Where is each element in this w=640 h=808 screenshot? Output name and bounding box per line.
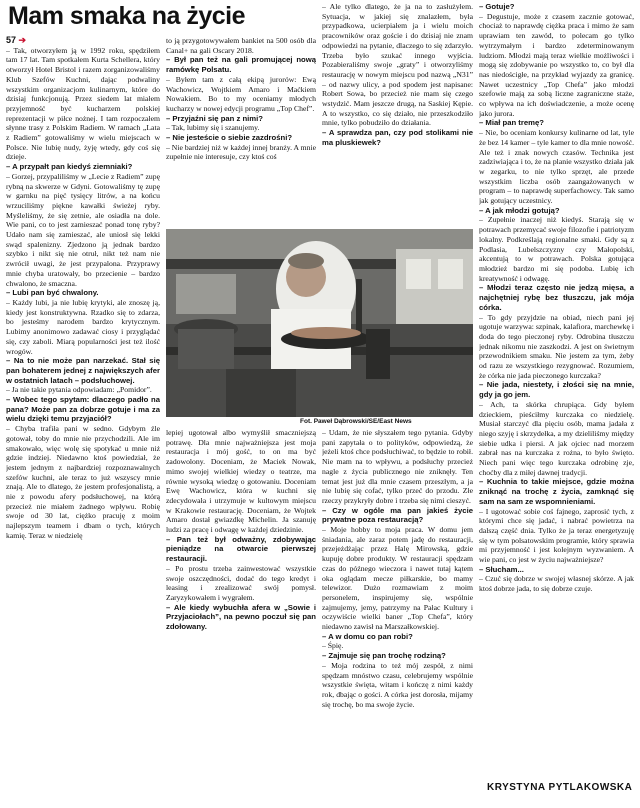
paragraph: – Nie bardziej niż w każdej innej branży. A mnie zupełnie nie interesuje, czy ktoś coś [166,142,316,162]
photo-credit: Fot. Paweł Dąbrowski/SE/East News [300,418,412,425]
column-2 [166,36,316,226]
paragraph: – Tak, lubimy się i szanujemy. [166,123,260,133]
question: – A jak młodzi gotują? [479,205,560,215]
question: – Pan też był odważny, zdobywając pieniądze na otwarcie pierwszej restauracji. [166,534,316,564]
paragraph: – Zupełnie inaczej niż kiedyś. Starają się w potrawach przemycać swoje filozofie i patriotyzm lokalny. Podkreślają regionalne smaki. Gdy są z Podlasia, Lubelszczyzny czy Małopolski, akcentują to w potrawach. Polska gotująca młodzież bardzo mi się podoba. Lubię ich kreatywność i odwagę. [479,215,634,283]
paragraph: – Moja rodzina to też mój zespół, z nimi spędzam mnóstwo czasu, celebrujemy wspólnie wszystkie święta, witam i kończę z nimi każdy rok, dbając o gości. A córka jest dorosła, mijamy się trochę, bo ma swoje życie. [322,660,473,709]
question: – Miał pan tremę? [479,118,544,128]
paragraph: – Ale tylko dlatego, że ja na to zasłużyłem. Sytuacja, w jakiej się znalazłem, była przypadkowa, ucierpiałem ja i wielu moich pracowników oraz goście i do dzisiaj nie znam odpowiedzi na pytanie, dlaczego to się zdarzyło. Trzeba było szukać innego wyjścia. Pozabieraliśmy swoje „graty” i otworzyliśmy restaurację w nowym miejscu pod nazwą „N31” – od nazwy ulicy, a pod spodem jest napisane: Robert Sowa, bo przecież nie mam się czego wstydzić. Mam jeszcze drugą, na Saskiej Kępie. A to wszystko, co się działo, nie przeszkodziło mnie, tylko pobudziło do działania. [322,2,473,128]
paragraph: to ją przygotowywałem bankiet na 500 osób dla Canal+ na gali Oscary 2018. [166,36,316,55]
paragraph: – Każdy lubi, ja nie lubię krytyki, ale znoszę ją, kiedy jest konstruktywna. Rzadko się to zdarza, bo jesteśmy narodem bardzo krytycznym. Lubimy anonimowo zadawać ciosy i przyglądać się, czy zaboli. Miarą popularności jest też ilość wrogów. [6,297,160,356]
question: – Wobec tego spytam: dlaczego padło na pana? Może pan za dobrze gotuje i ma za wielu dzięki temu przyjaciół? [6,395,160,424]
page-marker [6,36,26,45]
paragraph: lepiej ugotował albo wymyślił smaczniejszą potrawę. Dla mnie najważniejsza jest moja restauracja i mój gość, to on ma być zadowolony. Doceniam, że Maciek Nowak, mimo swojej wielkiej wiedzy o teatrze, ma równie wysoką wiedzę o gotowaniu. Doceniam Ewę Wachowicz, która w kuchni się zdecydowała i utrzymuje w kultowym miejscu w Krakowie restaurację. Doceniam, że Wojtek Amaro dostał gwiazdkę Michelin. Ja szanuję ludzi za pracę i odwagę w każdej dziedzinie. [166,428,316,535]
paragraphs [322,428,473,709]
question: – Słucham... [479,564,524,574]
kitchen-photo-illustration [166,229,473,417]
column-3 [322,2,473,224]
arrow-right-icon: ➔ [18,36,27,45]
question: – Nie jada, niestety, i złości się na mnie, gdy ja go jem. [479,380,634,400]
question: – Gotuje? [479,2,515,11]
author-byline: KRYSTYNA PYTLAKOWSKA [487,782,633,793]
question: – Ale kiedy wybuchła afera w „Sowie i Przyjaciołach”, na pewno poczuł się pan zdołowany. [166,602,316,632]
question: – Był pan też na gali promującej nową ramówkę Polsatu. [166,55,316,75]
question: – A w domu co pan robi? [322,631,413,641]
paragraphs [6,46,160,541]
paragraphs [166,36,316,162]
question: – Czy w ogóle ma pan jakieś życie prywatne poza restauracją? [322,505,473,525]
paragraph: – To gdy przyjdzie na obiad, niech pani jej ugotuje warzywa: szpinak, kalafiora, marchewkę i doda do tego pieczonej ryby. Odrobina tłuszczu jednak nikomu nie zaszkodzi. A jest on świetnym przewodnikiem smaku. Nie jestem za tym, żeby od razu ze wszystkiego rezygnować. Rozumiem, że córka nie jada pieczonego kurczaka? [479,312,634,380]
paragraphs [479,2,634,594]
paragraph: – Po prostu trzeba zainwestować wszystkie swoje oszczędności, dodać do tego kredyt i leasing i zrealizować swój pomysł. Zaryzykowałem i wygrałem. [166,563,316,602]
article-title: Mam smaka na życie [8,2,245,30]
question: – Zajmuje się pan trochę rodziną? [322,651,446,661]
column-1 [6,36,160,802]
question: – A sprawdza pan, czy pod stolikami nie ma pluskiewek? [322,128,473,147]
paragraph: – Tak, otworzyłem ją w 1992 roku, spędziłem tam 17 lat. Tam spotkałem Kurta Schellera, który otworzył Hotel Bristol i razem zorganizowaliśmy Klub Szefów Kuchni, dając podwaliny wszystkim organizacjom kulinarnym, które do dzisiaj funkcjonują. Przez siedem lat miałem przyjemność być kucharzem polskiej reprezentacji w piłce nożnej. I tam rozpoczałem słynne trasy z Polskim Radiem. W ramach „Lata z Radiem” gotowaliśmy w wielu miejscach w Polsce. Nie lubię nudy, żyję wtedy, gdy coś się dzieje. [6,45,160,162]
paragraph: – Gorzej, przypaliliśmy w „Lecie z Radiem” zupę rybną na skwerze w Gdyni. Gotowaliśmy tę zupę w garnku na pięć tysięcy litrów, a na końcu wrzuciliśmy piękne kawałki świeżej ryby. Myśleliśmy, że się zetnie, ale osiadła na dole. Wie pani, co to jest zamieszać ponad tonę ryby? Udało nam się zamieszać, ale uniosł się lekki swąd spalenizny. Zjedzono ją jednak bardzo szybko i nikt się nie otruł, nikt też nam nie zwrócił uwagi, że jest przypalona. Przyprawy mnie chyba uratowały, bo przecienie – bardzo chwalono, że smaczna. [6,171,160,288]
chef-photo [166,229,473,417]
question: – Na to nie może pan narzekać. Stał się pan bohaterem jednej z największych afer w ostatnich latach – podsłuchowej. [6,356,160,385]
paragraph: – Moje hobby to moja praca. W domu jem śniadania, ale zaraz potem jadę do restauracji, przejeżdżając przez Halę Mirowską, gdzie kupuję dobre produkty. W restauracji spędzam czas do późnego wieczora i nawet tutaj kątem oka oglądam mecze piłkarskie, bo mamy telewizor. Dużo rozmawiam z moim personelem, inspirujemy się, wspólnie zajmujemy, jemy, patrzymy na Pałac Kultury i oczywiście wielki baner „Top Chefa”, który niedawno zawisł na Marszałkowskiej. [322,525,473,632]
paragraph: – Nie, bo oceniam konkursy kulinarne od lat, tyle że bez 14 kamer – tyle kamer to dla mnie nowość. Ale też i znak nowych czasów. Technika jest zadziwiająca i to, że na planie wszystko działa jak w zegarku, to nie tylko sprzęt, ale przede wszystkim liczba osób zaangażowanych w program – to naprawdę superfachowcy. Tak samo jak gotujący uczestnicy. [479,128,634,206]
column-4 [479,2,634,780]
paragraph: – Ach, ta skórka chrupiąca. Gdy byłem dzieckiem, pieściłmy kurczaka co niedzielę. Musiał starczyć dla pięciu osób, mama jadała z niego szyję i skrzydełka, a my dzieliliśmy między siebie udka i piersi. A jak ojciec nad morzem zabrał nas na kurczaka z rożna, to było święto. Niech pani więc tego kurczaka odrobinę zje, choćby dla z miłej dawnej tradycji. [479,399,634,477]
paragraphs [322,2,473,148]
column-6 [322,428,473,804]
paragraph: – Udam, że nie słyszałem tego pytania. Gdyby pani zapytała o to polityków, odpowiedzą, że jeżeli ktoś chce podsłuchiwać, to będzie to robił. Nie mam na to wpływu, a podsłuchy przecież nagle z życia publicznego nie zniknęły. Ten temat jest już dla mnie czasem przeszłym, a ja nie lubię się cofać, tylko przeć do przodu. Złe rzeczy przykryły dobre i trzeba się nimi cieszyć. [322,428,473,505]
question: – A przypałt pan kiedyś ziemniaki? [6,162,133,172]
paragraph: – Byłem tam z całą ekipą jurorów: Ewą Wachowicz, Wojtkiem Amaro i Maćkiem Nowakiem. Bo to my oceniamy młodych kucharzy w nowej edycji programu „Top Chef”. [166,74,316,113]
column-5 [166,428,316,804]
question: – Lubi pan być chwalony. [6,288,99,298]
question: – Przyjaźni się pan z nimi? [166,113,263,123]
paragraph: – Degustuje, może z czasem zacznie gotować, chociaż to naprawdę ciężka praca i mimo że sam uprawiam ten zawód, to polecam go tylko wytrzymałym i bardzo zdeterminowanym ludziom. Młodzi mają teraz wielkie możliwości i mogą się zdobywanie po wszystko to, co był dla nas niedościgłe, na przykład wyjazdy za granicę. Nawet uczestnicy „Top Chefa” jako młodzi szefowie mają za sobą liczne zagraniczne staże, co wpływa na ich doświadczenie, a może ocenę jako jurora. [479,11,634,118]
paragraph: – I ugotować sobie coś fajnego, zaprosić tych, z którymi chce się jadać, i nabrać powietrza na dalszą część dnia. Tylko że ja teraz energetyzuję się w tym polsatowskim programie, który sprawia mi przyjemność i jest kolejnym wyzwaniem. A wie pani, co jest w życiu najważniejsze? [479,506,634,565]
paragraph: – Ja nie takie pytania odpowiadam: „Pomidor”. [6,385,152,395]
paragraph: – Chyba trafiła pani w sedno. Gdybym źle gotował, toby do mnie nie przychodzili. Ale im smakowało, więc wolę się spotykać u mnie niż gdzie indziej. Niedawno ktoś powiedział, że jestem jednym z najbardziej rozpoznawalnych szefów kuchni, ale teraz to już wszyscy mnie znają. Ale to dlatego, że jestem profesjonalistą, a nie z powodu afery podsłuchowej, na którą przecież nie miałem żadnego wpływu. Robię swoje od 30 lat, ciężko pracuję z moim najlepszym teamem i dbam o tych, których kamię. Teraz w niedzielę [6,424,160,540]
paragraphs [166,428,316,632]
paragraph: – Śpię. [322,641,344,651]
page-number: 57 [6,36,17,45]
question: – Młodzi teraz często nie jedzą mięsa, a najchętniej rybę bez tłuszczu, jak mója córka. [479,283,634,312]
question: – Kuchnia to takie miejsce, gdzie można zniknąć na trochę z życia, zamknąć się sam na sam ze wspomnieniami. [479,477,634,506]
paragraph: – Czuć się dobrze w swojej własnej skórze. A jak ktoś dobrze jada, to się dobrze czuje. [479,574,634,594]
question: – Nie jesteście o siebie zazdrośni? [166,133,293,143]
